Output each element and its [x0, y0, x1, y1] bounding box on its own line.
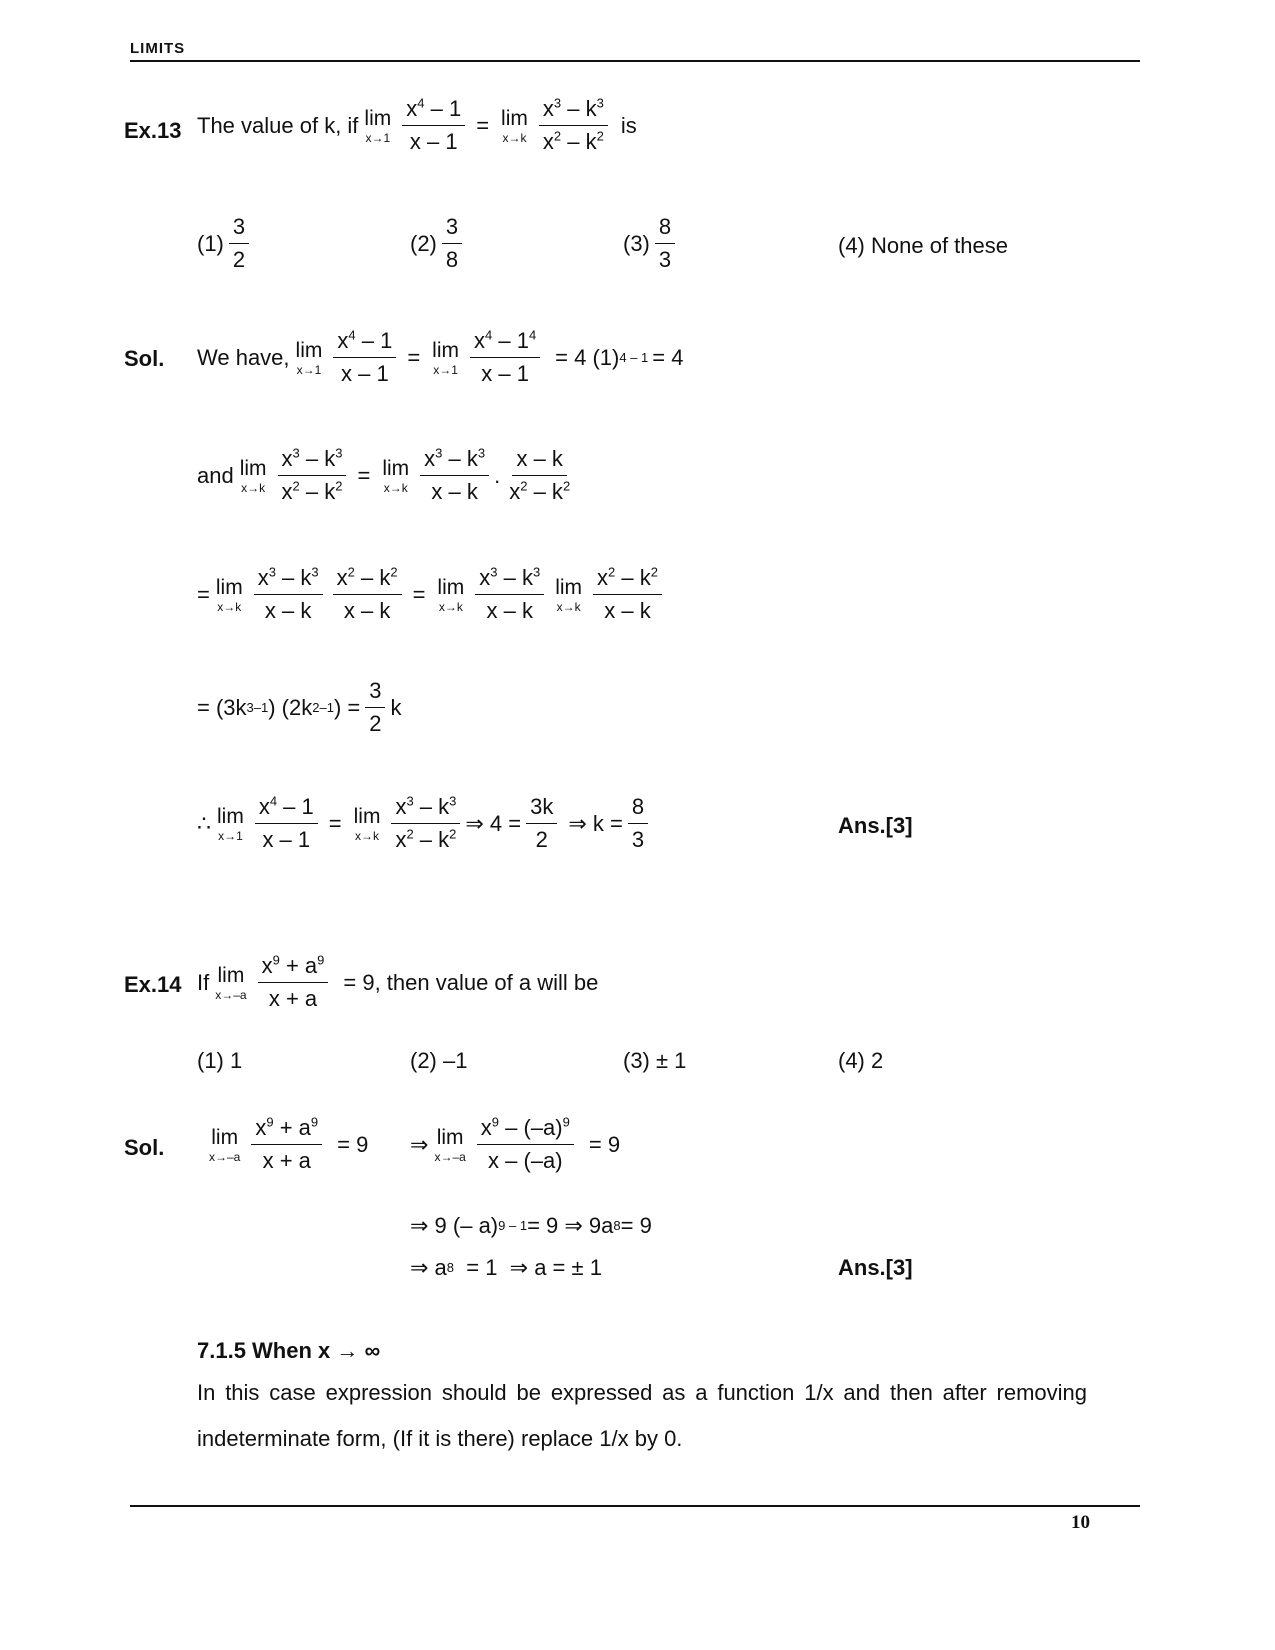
sol13-line3: = lim x→k $x^3 - k^3$ x – k $\frac{x^2 - k^2}{x - k}$ = lim x→k $x^3 - k^3$ x – k lim x→k $x^2 - k^2$ x – k: [197, 567, 667, 622]
section-heading: 7.1.5 When x → ∞: [197, 1338, 381, 1363]
sol13-line2: and lim x→k $\frac{x^3 - k^3}{x^2 - k^2}$ = lim x→k $x^3 - k^3$ x – k . x – k $x^2 - k^2$: [197, 445, 571, 504]
footer-rule: [130, 1505, 1140, 1507]
sol13-label: Sol.: [124, 346, 165, 371]
ex13-answer: Ans.[3]: [838, 813, 913, 838]
ex13-option-1: (1) 3 2: [197, 216, 254, 271]
running-header: LIMITS: [130, 40, 186, 57]
sol14-line1b: ⇒ lim x→–a $\frac{x^9 - (-a)^9}{x - (-a)}$ = 9: [410, 1114, 621, 1173]
ex13-option-3: (3) 8 3: [623, 216, 680, 271]
ex13-question: The value of k, if lim x→1 $\frac{x^4 - 1}{x - 1}$ = lim x→k $x^3 - k^3$ $x^2 - k^2$ is: [197, 95, 637, 154]
ex14-label: Ex.14: [124, 972, 182, 997]
sol14-line2: ⇒ 9 (– a) 9 – 1 = 9 ⇒ 9a 8 = 9: [410, 1213, 652, 1238]
ex13-suffix: is: [620, 112, 637, 138]
sol13-line1: We have, lim x→1 $\frac{x^4 - 1}{x - 1}$ = lim x→1 $\frac{x^4 - 1^4}{x - 1}$ = 4 (1) 4 – 1 = 4: [197, 327, 684, 386]
ex13-intro: The value of k, if: [197, 112, 359, 138]
ex14-option-4: (4) 2: [838, 1048, 884, 1073]
sol14-line1a: lim x→–a $\frac{x^9 + a^9}{x + a}$ = 9: [209, 1114, 369, 1173]
ex13-label: Ex.13: [124, 118, 182, 143]
ex14-question: If lim x→–a $\frac{x^9 + a^9}{x + a}$ = 9, then value of a will be: [197, 952, 599, 1011]
sol13-line5: ∴ lim x→1 $\frac{x^4 - 1}{x - 1}$ = lim x→k $x^3 - k^3$ $x^2 - k^2$ ⇒ 4 = $\frac{3k}{2}$ ⇒ k = $\frac{8}{3}$: [197, 796, 653, 851]
sol14-label: Sol.: [124, 1135, 165, 1160]
page-number: 10: [1071, 1512, 1090, 1533]
ex13-option-2: (2) 3 8: [410, 216, 467, 271]
ex14-option-3: (3) ± 1: [623, 1048, 687, 1073]
ex14-option-2: (2) –1: [410, 1048, 468, 1073]
header-rule: [130, 60, 1140, 62]
sol14-line3: ⇒ a 8 = 1 ⇒ a = ± 1: [410, 1255, 602, 1280]
ex14-option-1: (1) 1: [197, 1048, 243, 1073]
section-paragraph: In this case expression should be expressed as a function 1/x and then after removing indeterminate form, (If it is there) replace 1/x by 0.: [197, 1380, 1087, 1451]
sol13-line4: = (3k 3–1 ) (2k 2–1 ) = $\frac{3}{2}$ k: [197, 678, 402, 736]
ex14-answer: Ans.[3]: [838, 1255, 913, 1280]
ex13-option-4: (4) None of these: [838, 233, 1008, 258]
